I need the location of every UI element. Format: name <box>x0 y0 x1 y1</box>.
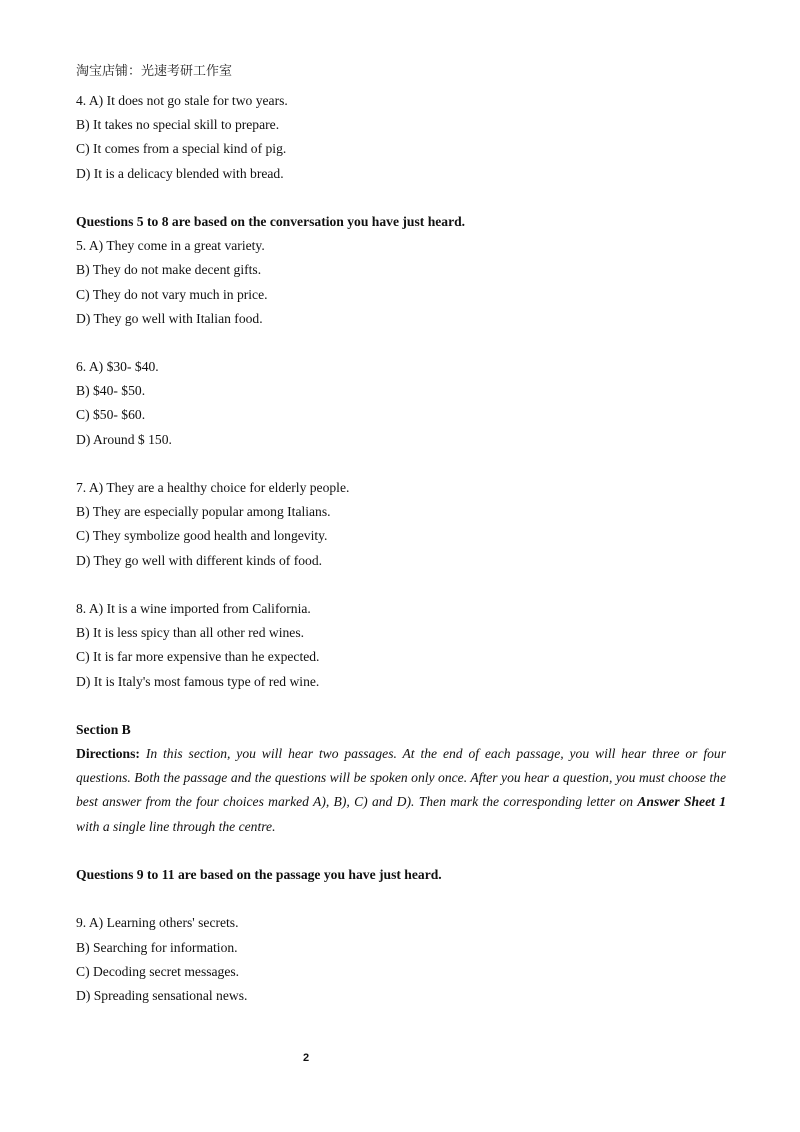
question-group-heading: Questions 9 to 11 are based on the passage you have just heard. <box>76 867 442 883</box>
option-d: D) It is Italy's most famous type of red wine. <box>76 673 320 689</box>
option-d: D) They go well with different kinds of food. <box>76 552 323 568</box>
question-5 <box>76 234 726 331</box>
question-6 <box>76 355 726 452</box>
option-a: 8. A) It is a wine imported from California. <box>76 600 311 616</box>
directions-text: In this section, you will hear two passages. At the end of each passage, you will hear three or four questions. Both the passage and the questions will be spoken only once. After you hear a question, you must choose the best answer from the four choices marked A), B), C) and D). Then mark the corresponding letter on <box>76 746 726 810</box>
option-a: 6. A) $30- $40. <box>76 359 159 375</box>
question-7 <box>76 476 726 573</box>
option-b: B) They are especially popular among Italians. <box>76 504 331 520</box>
option-b: B) It is less spicy than all other red wines. <box>76 625 305 641</box>
option-c: C) $50- $60. <box>76 407 146 423</box>
option-d: D) They go well with Italian food. <box>76 310 263 326</box>
question-group-heading: Questions 5 to 8 are based on the conversation you have just heard. <box>76 213 466 229</box>
option-a: 4. A) It does not go stale for two years. <box>76 93 288 108</box>
question-8 <box>76 597 726 694</box>
option-a: 7. A) They are a healthy choice for elderly people. <box>76 480 350 495</box>
option-d: D) Around $ 150. <box>76 431 172 447</box>
option-c: C) It is far more expensive than he expected. <box>76 649 320 665</box>
option-a: 5. A) They come in a great variety. <box>76 238 265 254</box>
question-4 <box>76 89 726 186</box>
directions-label: Directions: <box>76 746 140 762</box>
question-9 <box>76 911 726 1008</box>
page-header: 淘宝店铺：光速考研工作室 <box>76 64 233 79</box>
option-c: C) Decoding secret messages. <box>76 963 240 979</box>
option-b: B) $40- $50. <box>76 383 146 399</box>
option-a: 9. A) Learning others' secrets. <box>76 915 239 931</box>
option-c: C) It comes from a special kind of pig. <box>76 141 287 157</box>
option-b: B) They do not make decent gifts. <box>76 262 262 278</box>
option-c: C) They symbolize good health and longevity. <box>76 528 328 544</box>
option-b: B) Searching for information. <box>76 939 238 955</box>
option-d: D) Spreading sensational news. <box>76 988 248 1003</box>
section-directions <box>76 742 726 839</box>
section-title: Section B <box>76 721 131 737</box>
option-b: B) It takes no special skill to prepare. <box>76 117 280 133</box>
answer-sheet-label: Answer Sheet 1 <box>637 794 727 810</box>
page-number: 2 <box>302 1052 310 1064</box>
option-c: C) They do not vary much in price. <box>76 286 268 302</box>
page-content <box>76 89 726 1008</box>
option-d: D) It is a delicacy blended with bread. <box>76 165 284 181</box>
directions-end: with a single line through the centre. <box>76 818 276 834</box>
